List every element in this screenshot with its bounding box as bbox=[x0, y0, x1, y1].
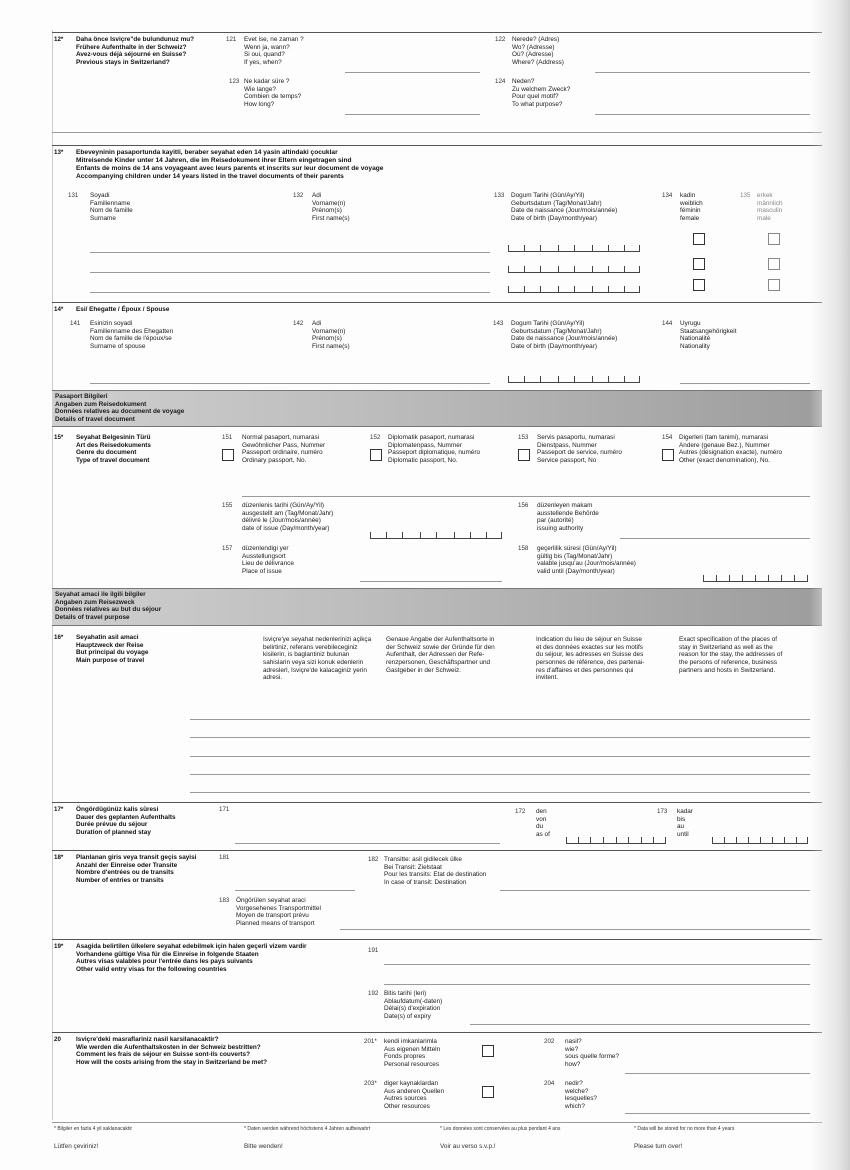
f173-number: 173 bbox=[657, 808, 668, 815]
f172-label: den von du as of bbox=[536, 808, 550, 839]
f183-label: Öngörülen seyahat araci Vorgesehenes Transportmittel Moyen de transport prévu Planned means of transport bbox=[236, 897, 321, 928]
f202-label: nasil? wie? sous quelle forme? how? bbox=[565, 1038, 619, 1069]
s14-title: Esi/ Ehegatte / Époux / Spouse bbox=[76, 306, 170, 313]
f181-number: 181 bbox=[219, 854, 230, 861]
f181-input-line[interactable] bbox=[235, 890, 355, 891]
f154-label: Digerleri (tam tanimi), numarasi Andere (genaue Bez.), Nummer Autres (désignation exacte), numéro Other (exact denomination), No. bbox=[679, 434, 783, 465]
purpose-line-1[interactable] bbox=[190, 719, 810, 720]
f192-number: 192 bbox=[368, 990, 379, 997]
f122-input-line[interactable] bbox=[595, 72, 810, 73]
s18-number: 18* bbox=[54, 854, 64, 861]
f171-input-line[interactable] bbox=[235, 843, 500, 844]
f121-number: 121 bbox=[226, 36, 237, 43]
footnote-fr: * Les données sont conservées au plus pendant 4 ans bbox=[440, 1126, 561, 1132]
s12-label: Daha önce Isviçre"de bulundunuz mu? Frühere Aufenthalte in der Schweiz? Avez-vous déjà séjourné en Suisse? Previous stays in Switzerland? bbox=[76, 36, 195, 67]
spouse-nationality-line[interactable] bbox=[680, 383, 810, 384]
f151-number: 151 bbox=[222, 434, 233, 441]
f142-label: Adi Vorname(n) Prénom(s) First name(s) bbox=[312, 320, 350, 351]
f191-input-line-2[interactable] bbox=[384, 984, 810, 985]
f202-input-line[interactable] bbox=[625, 1073, 810, 1074]
f122-number: 122 bbox=[495, 36, 506, 43]
f123-number: 123 bbox=[229, 78, 240, 85]
footnote-de: * Daten werden während höchstens 4 Jahren aufbewahrt bbox=[244, 1126, 371, 1132]
child-row-1-dob[interactable] bbox=[508, 240, 640, 252]
child-row-2-dob[interactable] bbox=[508, 261, 640, 273]
turn-over-fr: Voir au verso s.v.p.! bbox=[440, 1143, 496, 1150]
spouse-name-line[interactable] bbox=[90, 383, 490, 384]
purpose-line-4[interactable] bbox=[190, 774, 810, 775]
s16-instruction-tr: Isviçre'ye seyahat nedenlerinizi açikça belirtiniz, referans verebileceginiz kisilerin, is baglantiniz bulunan sahislarin veya sizi konuk edenlerin adreslerl, Isviçre'de kalacaginiz yerin adresi. bbox=[263, 636, 372, 682]
f134-label: kadin weiblich féminin female bbox=[680, 192, 703, 223]
f171-number: 171 bbox=[219, 806, 230, 813]
f157-number: 157 bbox=[222, 545, 233, 552]
valid-until-field[interactable] bbox=[703, 570, 808, 582]
footnote-rule bbox=[52, 1122, 822, 1123]
f143-label: Dogum Tarihi (Gün/Ay/Yil) Geburtsdatum (Tag/Monat/Jahr) Date de naissance (Jour/mois/année) Date of birth (Day/month/year) bbox=[511, 320, 618, 351]
s20-number: 20 bbox=[54, 1036, 61, 1043]
f158-number: 158 bbox=[518, 545, 529, 552]
f172-number: 172 bbox=[515, 808, 526, 815]
f121-label: Evet ise, ne zaman ? Wenn ja, wann? Si oui, quand? If yes, when? bbox=[244, 36, 304, 67]
f135-number: 135 bbox=[740, 192, 751, 199]
f203-checkbox[interactable] bbox=[482, 1086, 494, 1098]
purpose-line-3[interactable] bbox=[190, 756, 810, 757]
f143-number: 143 bbox=[493, 320, 504, 327]
issuing-authority-line[interactable] bbox=[620, 538, 810, 539]
f132-label: Adi Vorname(n) Prénom(s) First name(s) bbox=[312, 192, 350, 223]
f204-number: 204 bbox=[544, 1080, 555, 1087]
f158-label: geçerlilik süresi (Gün/Ay/Yil) gültig bis (Tag/Monat/Jahr) valable jusqu'au (Jour/mois/année) valid until (Day/month/year) bbox=[537, 545, 636, 576]
footnote-en: * Data will be stored for no more than 4 years bbox=[634, 1126, 735, 1132]
child-row-3-male-checkbox[interactable] bbox=[768, 279, 780, 291]
passport-number-line[interactable] bbox=[242, 496, 810, 497]
s13-label: Ebeveyninin pasaportunda kayitli, beraber seyahat eden 14 yasin altindaki çocuklar Mitreisende Kinder unter 14 Jahren, die im Reisedokument ihrer Eltern eingetragen sind Enfants de moins de 14 ans voyageant avec leurs parents et inscrits sur leur document de voyage Accompanying children under 14 years listed in the travel documents of their parents bbox=[76, 149, 384, 180]
s13-number: 13* bbox=[54, 149, 64, 156]
f203-number: 203* bbox=[364, 1080, 377, 1087]
issue-date-field[interactable] bbox=[370, 527, 502, 539]
purpose-section-band: Seyahat amaci ile ilgili bilgiler Angaben zum Reisezweck Données relatives au but du séjour Details of travel purpose bbox=[52, 588, 822, 626]
f133-label: Dogum Tarihi (Gün/Ay/Yil) Geburtsdatum (Tag/Monat/Jahr) Date de naissance (Jour/mois/année) Date of birth (Day/month/year) bbox=[511, 192, 618, 223]
f152-number: 152 bbox=[370, 434, 381, 441]
child-row-1-female-checkbox[interactable] bbox=[693, 233, 705, 245]
s17-number: 17* bbox=[54, 806, 64, 813]
f192-input-line[interactable] bbox=[470, 1024, 810, 1025]
f154-number: 154 bbox=[662, 434, 673, 441]
child-row-1-male-checkbox[interactable] bbox=[768, 233, 780, 245]
f182-label: Transitte: asil gidilecek ülke Bei Transit: Zielstaat Pour les transits: Etat de destination In case of transit: Destination bbox=[384, 856, 487, 887]
turn-over-de: Bitte wenden! bbox=[244, 1143, 283, 1150]
s12-number: 12* bbox=[54, 36, 64, 43]
f134-number: 134 bbox=[662, 192, 673, 199]
stay-from-date[interactable] bbox=[566, 832, 666, 844]
f135-label: erkek männlich masculin male bbox=[757, 192, 783, 223]
s16-label: Seyahatin asil amaci Hauptzweck der Reise But principal du voyage Main purpose of travel bbox=[76, 634, 149, 665]
f122-label: Nerede? (Adres) Wo? (Adresse) Où? (Adresse) Where? (Address) bbox=[512, 36, 564, 67]
s13-rule bbox=[52, 145, 822, 146]
f201-number: 201* bbox=[364, 1038, 377, 1045]
f183-input-line[interactable] bbox=[340, 929, 810, 930]
f132-number: 132 bbox=[293, 192, 304, 199]
child-row-1-line[interactable] bbox=[90, 252, 490, 253]
s19-rule bbox=[52, 939, 822, 940]
f151-label: Normal pasaport, numarasi Gewöhnlicher Pass, Nummer Passeport ordinaire, numéro Ordinary passport, No. bbox=[242, 434, 326, 465]
child-row-3-dob[interactable] bbox=[508, 281, 640, 293]
f152-checkbox[interactable] bbox=[370, 449, 382, 461]
s16-instruction-de: Genaue Angabe der Aufenthaltsorte in der Schweiz sowie der Gründe für den Aufenthalt, der Adressen der Refe- renzpersonen, Geschäftspartner und Gastgeber in der Schweiz. bbox=[386, 636, 495, 674]
s16-number: 16* bbox=[54, 634, 64, 641]
stay-until-date[interactable] bbox=[712, 832, 808, 844]
f157-label: düzenlendigi yer Ausstellungsort Lieu de délivrance Place of issue bbox=[242, 545, 294, 576]
f142-number: 142 bbox=[293, 320, 304, 327]
f131-label: Soyadi Familienname Nom de famille Surname bbox=[90, 192, 133, 223]
f152-label: Diplomatik pasaport, numarasi Diplomatenpass, Nummer Passeport diplomatique, numéro Diplomatic passport, No. bbox=[388, 434, 481, 465]
s15-number: 15* bbox=[54, 434, 64, 441]
s16-instruction-en: Exact specification of the places of stay in Switzerland as well as the reason for the stay, the addresses of the persons of reference, business partners and hosts in Switzerland. bbox=[679, 636, 783, 674]
f153-label: Servis pasaportu, numarasi Dienstpass, Nummer Passeport de service, numéro Service passport, No bbox=[537, 434, 622, 465]
f173-label: kadar bis au until bbox=[677, 808, 693, 839]
place-of-issue-line[interactable] bbox=[360, 581, 502, 582]
f155-label: düzenlenis tarihi (Gün/Ay/Yil) ausgestellt am (Tag/Monat/Jahr) délivré le (Jour/mois/année) date of issue (Day/month/year) bbox=[242, 502, 334, 533]
spouse-dob[interactable] bbox=[508, 371, 640, 383]
s17-label: Öngördügünüz kalis süresi Dauer des geplanten Aufenthalts Durée prévue du séjour Duration of planned stay bbox=[76, 806, 176, 837]
f121-input-line[interactable] bbox=[345, 72, 480, 73]
f156-label: düzenleyen makam ausstellende Behörde par (autorité) issuing authority bbox=[537, 502, 599, 533]
f154-checkbox[interactable] bbox=[662, 449, 674, 461]
purpose-line-2[interactable] bbox=[190, 737, 810, 738]
turn-over-en: Please turn over! bbox=[634, 1143, 683, 1150]
passport-section-band: Pasaport Bilgileri Angaben zum Reisedokument Données relatives au document de voyage Details of travel document bbox=[52, 390, 822, 427]
s20-label: Isviçre'deki masraflariniz nasil karsilanacaktir? Wie werden die Aufenthaltskosten in der Schweiz bestritten? Comment les frais de séjour en Suisse sont-ils couverts? How will the costs arising from the stay in Switzerland be met? bbox=[76, 1036, 268, 1067]
f183-number: 183 bbox=[219, 897, 230, 904]
f204-label: nedir? welche? lesquelles? which? bbox=[565, 1080, 597, 1111]
f123-input-line[interactable] bbox=[345, 114, 480, 115]
s20-rule bbox=[52, 1032, 822, 1033]
f141-number: 141 bbox=[70, 320, 81, 327]
footnote-tr: * Bilgiler en fazla 4 yil saklanacaktir bbox=[54, 1126, 133, 1132]
f182-number: 182 bbox=[368, 856, 379, 863]
s19-label: Asagida belirtilen ülkelere seyahat edebilmek için halen geçerli vizem vardir Vorhandene gültige Visa für die Einreise in folgende Staaten Autres visas valables pour l'entrée dans les pays suivants Other valid entry visas for the following countries bbox=[76, 943, 307, 974]
f201-label: kendi imkanlarimla Aus eigenen Mitteln Fonds propres Personal resources bbox=[384, 1038, 441, 1069]
f192-label: Bitis tarihi (leri) Ablaufdatum(-daten) Délai(s) d'expiration Date(s) of expiry bbox=[384, 990, 443, 1021]
f131-number: 131 bbox=[68, 192, 79, 199]
f202-number: 202 bbox=[544, 1038, 555, 1045]
f155-number: 155 bbox=[222, 502, 233, 509]
child-row-3-line[interactable] bbox=[90, 292, 490, 293]
f124-input-line[interactable] bbox=[595, 114, 810, 115]
f201-checkbox[interactable] bbox=[482, 1045, 494, 1057]
child-row-2-female-checkbox[interactable] bbox=[693, 258, 705, 270]
f141-label: Esinizin soyadi Familienname des Ehegatten Nom de famille de l'époux/se Surname of spouse bbox=[90, 320, 174, 351]
s14-rule bbox=[52, 302, 822, 303]
s19-number: 19* bbox=[54, 943, 64, 950]
s16-instruction-fr: Indication du lieu de séjour en Suisse et des données exactes sur les motifs du séjour, les adresses en Suisse des personnes de référence, des partenai- res d'affaires et des personnes qui invitent. bbox=[536, 636, 645, 682]
page-margin-line bbox=[52, 30, 53, 1120]
s14-number: 14* bbox=[54, 306, 64, 313]
f123-label: Ne kadar süre ? Wie lange? Combien de temps? How long? bbox=[244, 78, 302, 109]
f151-checkbox[interactable] bbox=[222, 449, 234, 461]
f182-input-line[interactable] bbox=[500, 890, 810, 891]
f144-number: 144 bbox=[662, 320, 673, 327]
f191-number: 191 bbox=[368, 947, 379, 954]
scan-edge-shadow bbox=[810, 0, 850, 1170]
f191-input-line-1[interactable] bbox=[384, 964, 810, 965]
turn-over-tr: Lütfen çeviriniz! bbox=[54, 1143, 99, 1150]
child-row-2-male-checkbox[interactable] bbox=[768, 258, 780, 270]
child-row-2-line[interactable] bbox=[90, 272, 490, 273]
s17-rule bbox=[52, 802, 822, 803]
f124-label: Neden? Zu welchem Zweck? Pour quel motif? To what purpose? bbox=[512, 78, 571, 109]
s18-label: Planlanan giris veya transit geçis sayisi Anzahl der Einreise oder Transite Nombre d'entrées ou de transits Number of entries or transits bbox=[76, 854, 197, 885]
purpose-line-5[interactable] bbox=[190, 792, 810, 793]
f124-extra-line[interactable] bbox=[52, 132, 822, 133]
f153-checkbox[interactable] bbox=[518, 449, 530, 461]
child-row-3-female-checkbox[interactable] bbox=[693, 279, 705, 291]
f133-number: 133 bbox=[494, 192, 505, 199]
f156-number: 156 bbox=[518, 502, 529, 509]
s18-rule bbox=[52, 850, 822, 851]
f204-input-line[interactable] bbox=[625, 1113, 810, 1114]
s15-label: Seyahat Belgesinin Türü Art des Reisedokuments Genre du document Type of travel document bbox=[76, 434, 151, 465]
f144-label: Uyrugu Staatsangehörigkeit Nationalité Nationality bbox=[680, 320, 737, 351]
f203-label: diger kaynaklardan Aus anderen Quellen Autres sources Other resources bbox=[384, 1080, 445, 1111]
f153-number: 153 bbox=[518, 434, 529, 441]
f124-number: 124 bbox=[495, 78, 506, 85]
top-rule bbox=[52, 32, 822, 33]
